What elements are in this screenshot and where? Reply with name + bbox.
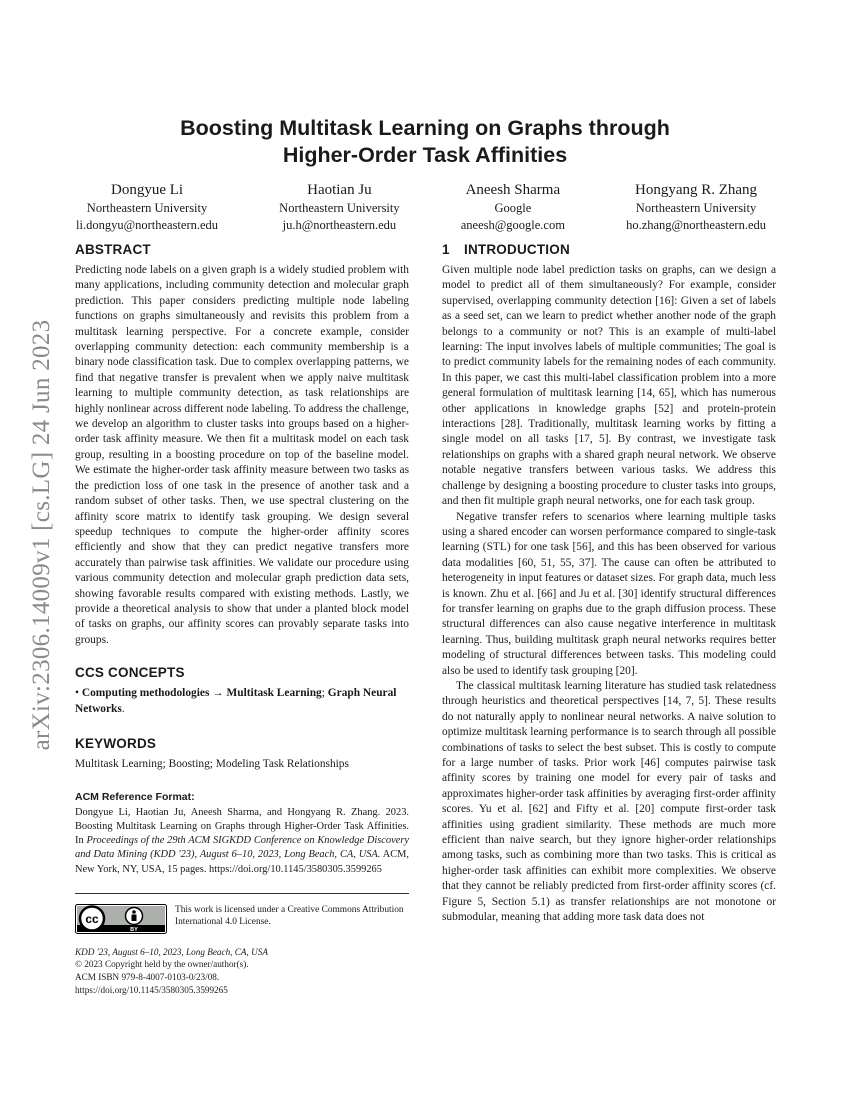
intro-paragraph-2: Negative transfer refers to scenarios where learning multiple tasks using a shared encoder can worsen performance compared to single-task learning (STL) for one task [56], and this has been observed for various data modalities [60, 51, 55, 37]. The cause can often be attributed to heterogeneity in input features or dataset sizes. For graph data, much less is known. Zhu et al. [66] and Ju et al. [30] identify structural differences for transfer learning on graphs due to the graph diffusion process. These structural differences can also cause negative interference in multitask learning. Thus, building multitask graph neural networks requires better modeling of structural differences between tasks. This modeling could also be used to identify task grouping [20]. <box>442 510 776 677</box>
author-email: li.dongyu@northeastern.edu <box>76 218 219 232</box>
arxiv-sidebar <box>22 295 62 775</box>
intro-paragraph-3: The classical multitask learning literature has studied task relatedness through heuristics and theoretical perspectives [14, 7, 5]. These results do not naturally apply to nonlinear neural networks. A naive solution to optimize multitask learning performance is to search through all possible combinations of tasks to select the best subset. This is costly to compute for a large number of tasks. Prior work [46] computes pairwise task affinity scores by training one model for every pair of tasks and approximates higher-order task affinities by averaging first-order affinity scores. Yu et al. [62] and Fifty et al. [20] compute first-order task affinities using gradient similarity. These methods are much more efficient than naive search, but they ignore higher-order relationships among tasks, such as combining more than two tasks. This is critical as higher-order task affinities can exhibit more complexities. We observe that they cannot be reliably predicted from first-order affinity scores (cf. Figure 5, Section 5.1) as transfer relationships are not monotone or submodular, meaning that adding more task data does not <box>442 679 776 924</box>
arxiv-identifier: arXiv:2306.14009v1 [cs.LG] 24 Jun 2023 <box>28 319 55 751</box>
ccs-bullet: • <box>75 687 79 700</box>
footer-copyright: © 2023 Copyright held by the owner/author(s). <box>75 959 249 970</box>
paper-title <box>100 115 750 169</box>
author-email: ju.h@northeastern.edu <box>282 218 397 232</box>
acm-reference-text <box>75 806 409 877</box>
author-2 <box>279 180 399 234</box>
by-logo-text: BY <box>130 926 138 933</box>
author-name: Aneesh Sharma <box>465 182 561 198</box>
intro-paragraph-1: Given multiple node label prediction tasks on graphs, can we design a model to predict all of them simultaneously? For example, consider supervised, overlapping community detection [16]: Given a set of labels as a seed set, can we learn to predict whether another node of the graph belongs to a community or not? This is an example of multi-label learning: The input involves labels of multiple communities; The goal is to predict community labels for the remaining nodes of each community. In this paper, we cast this multi-label classification problem into a more general formulation of multitask learning [14, 65], which has numerous other applications in knowledge graphs [52] and protein-protein interactions [28]. Traditionally, multitask learning works by fitting a single model on all tasks [17, 5]. By contrast, we investigate task relationships on graphs with a shared graph neural network. We observe notable negative transfers between various tasks. We address this challenge by designing a boosting procedure to cluster tasks into groups, and then fit multiple graph neural networks, one for each task group. <box>442 264 776 508</box>
reference-authors-title: Dongyue Li, Haotian Ju, Aneesh Sharma, and Hongyang R. Zhang. 2023. Boosting Multitask Learning on Graphs through Higher-Order Task Affinities. In <box>75 806 409 847</box>
author-name: Haotian Ju <box>307 182 372 198</box>
creative-commons-by-icon <box>75 904 167 934</box>
keywords-text: Multitask Learning; Boosting; Modeling Task Relationships <box>75 757 349 770</box>
author-name: Hongyang R. Zhang <box>634 182 758 198</box>
ccs-heading: CCS CONCEPTS <box>75 665 185 681</box>
abstract-heading: ABSTRACT <box>75 242 151 257</box>
ccs-separator: ; <box>321 687 325 700</box>
introduction-heading <box>442 241 776 259</box>
author-4 <box>626 180 766 234</box>
title-line-1: Boosting Multitask Learning on Graphs through <box>180 116 670 140</box>
footer-conference: KDD '23, August 6–10, 2023, Long Beach, CA, USA <box>75 946 268 957</box>
author-affiliation: Northeastern University <box>279 201 400 215</box>
author-block <box>76 180 766 234</box>
left-column <box>75 241 409 996</box>
reference-publisher: ACM, New York, NY, USA, 15 pages. https://doi.org/10.1145/3580305.3599265 <box>75 849 410 875</box>
section-title: INTRODUCTION <box>464 242 570 257</box>
reference-venue: Proceedings of the 29th ACM SIGKDD Conference on Knowledge Discovery and Data Mining (KDD '23), August 6–10, 2023, Long Beach, CA, USA. <box>75 835 409 861</box>
right-column <box>442 241 776 925</box>
author-name: Dongyue Li <box>110 182 184 198</box>
license-text: This work is licensed under a Creative Commons Attribution International 4.0 License. <box>175 904 404 928</box>
title-line-2: Higher-Order Task Affinities <box>282 143 568 167</box>
ccs-part-1: Computing methodologies <box>81 687 210 700</box>
ccs-arrow: → <box>212 687 224 700</box>
publication-footer <box>75 946 409 996</box>
ccs-end: . <box>121 702 125 715</box>
ccs-part-3: Graph Neural Networks <box>75 687 397 715</box>
ccs-concepts <box>75 686 409 717</box>
author-1 <box>76 180 218 234</box>
author-email: aneesh@google.com <box>460 218 565 232</box>
license-block <box>75 893 409 934</box>
section-number: 1 <box>442 242 450 257</box>
acm-reference-heading: ACM Reference Format: <box>75 791 195 804</box>
keywords-heading: KEYWORDS <box>75 735 157 751</box>
author-affiliation: Northeastern University <box>86 201 208 215</box>
abstract-text: Predicting node labels on a given graph is a widely studied problem with many applications, including community detection and molecular graph prediction. This paper considers predicting multiple node labeling functions on graphs simultaneously and revisits this problem from a multitask learning perspective. For a concrete example, consider overlapping community detection: each community membership is a binary node classification task. Due to complex overlapping patterns, we find that negative transfer is prevalent when we apply naive multitask learning to multiple community detection, as task relationships are highly nonlinear across different node labeling. To address the challenge, we develop an algorithm to cluster tasks into groups based on a higher-order task affinity measure. We then fit a multitask model on each task group, resulting in a boosting procedure on top of the baseline model. We estimate the higher-order task affinity measure between two tasks as the prediction loss of one task in the presence of another task and a random subset of other tasks. Then, we use spectral clustering on the affinity score matrix to identify task grouping. We design several speedup techniques to compute the higher-order affinity scores efficiently and show that they can predict negative transfers more accurately than pairwise task affinities. We validate our procedure using various community detection and molecular graph prediction data sets, showing favorable results compared with existing methods. Lastly, we provide a theoretical analysis to show that under a planted block model of tasks on graphs, our affinity scores can provably separate tasks into groups. <box>75 264 409 646</box>
author-3 <box>461 180 565 234</box>
author-affiliation: Google <box>494 201 532 215</box>
footer-doi: https://doi.org/10.1145/3580305.3599265 <box>75 984 228 995</box>
ccs-part-2: Multitask Learning <box>226 687 322 700</box>
cc-logo-text: cc <box>85 911 99 926</box>
author-email: ho.zhang@northeastern.edu <box>626 218 766 232</box>
footer-isbn: ACM ISBN 979-8-4007-0103-0/23/08. <box>75 971 220 982</box>
author-affiliation: Northeastern University <box>635 201 757 215</box>
